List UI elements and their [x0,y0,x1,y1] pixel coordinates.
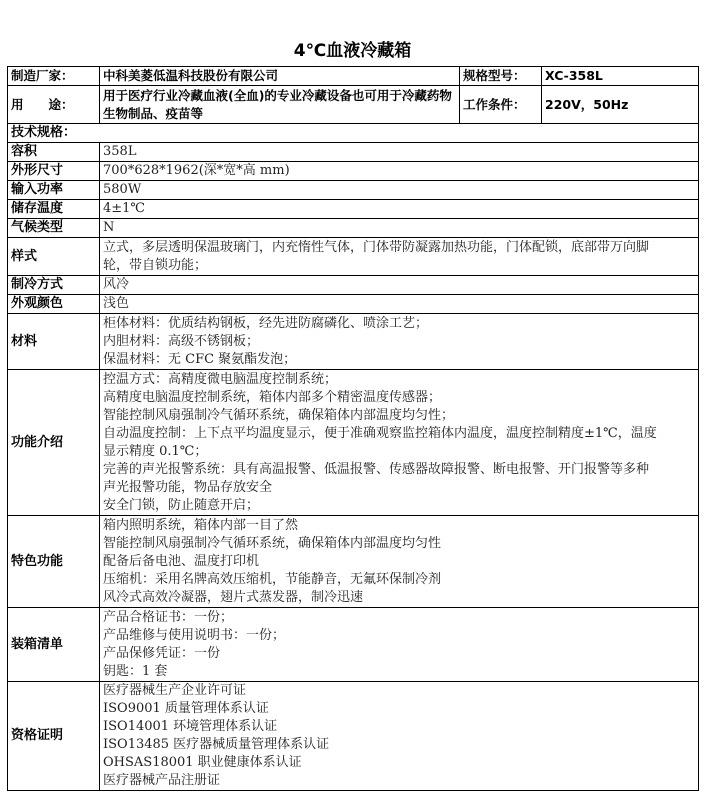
spec-value-line: 产品维修与使用说明书：一份； [103,627,286,643]
model-label: 规格型号： [460,67,542,86]
spec-value-line: ISO9001 质量管理体系认证 [103,701,269,716]
spec-row [8,370,699,516]
spec-value-line: 钥匙：1 套 [103,663,168,679]
spec-value: 358L [100,143,699,162]
spec-row [8,516,699,608]
spec-value-line: 柜体材料：优质结构钢板，经先进防腐磷化、喷涂工艺； [103,315,429,331]
spec-row [8,295,699,314]
spec-label: 材料 [8,314,100,370]
spec-value-line: 显示精度 0.1℃； [103,443,208,459]
conditions-value: 220V，50Hz [542,86,699,124]
spec-value-line: 自动温度控制：上下点平均温度显示，便于准确观察监控箱体内温度，温度控制精度±1℃，温度 [103,425,657,441]
spec-value-line: 完善的声光报警系统：具有高温报警、低温报警、传感器故障报警、断电报警、开门报警等多种 [103,461,650,477]
spec-value-line: 高精度电脑温度控制系统，箱体内部多个精密温度传感器； [103,389,442,405]
spec-value [100,516,699,608]
spec-row [8,314,699,370]
spec-value-line: 风冷式高效冷凝器，翅片式蒸发器，制冷迅速 [103,589,364,605]
spec-row [8,682,699,791]
spec-table [7,66,699,791]
usage-value: 用于医疗行业冷藏血液(全血)的专业冷藏设备也可用于冷藏药物生物制品、疫苗等 [100,86,460,124]
spec-value-line: 压缩机：采用名牌高效压缩机，节能静音，无氟环保制冷剂 [103,571,442,587]
spec-label: 气候类型 [8,219,100,238]
spec-value-line: 配备后备电池、温度打印机 [103,553,260,569]
manufacturer-value: 中科美菱低温科技股份有限公司 [100,67,460,86]
spec-label: 制冷方式 [8,276,100,295]
spec-value [100,238,699,276]
spec-value: N [100,219,699,238]
spec-label: 功能介绍 [8,370,100,516]
spec-label: 储存温度 [8,200,100,219]
spec-value-line: 智能控制风扇强制冷气循环系统，确保箱体内部温度均匀性； [103,407,455,423]
spec-value-line: 安全门锁，防止随意开启； [103,497,260,513]
spec-row [8,143,699,162]
tech-spec-row [8,124,699,143]
spec-value-line: 箱内照明系统，箱体内部一目了然 [103,517,299,533]
spec-label: 容积 [8,143,100,162]
spec-value: 700*628*1962(深*宽*高 mm) [100,162,699,181]
spec-label: 装箱清单 [8,608,100,682]
spec-value-line: 立式，多层透明保温玻璃门，内充惰性气体，门体带防凝露加热功能，门体配锁，底部带万向脚 [103,239,650,255]
spec-value [100,370,699,516]
spec-value-line: 产品保修凭证：一份 [103,645,221,661]
manufacturer-label: 制造厂家： [8,67,100,86]
manufacturer-row [8,67,699,86]
spec-value-line: 声光报警功能，物品存放安全 [103,479,273,495]
spec-value-line: 医疗器械生产企业许可证 [103,683,247,698]
spec-label: 外观颜色 [8,295,100,314]
spec-value-line: 轮，带自锁功能； [103,257,208,273]
spec-label: 样式 [8,238,100,276]
spec-value-line: 控温方式：高精度微电脑温度控制系统； [103,371,338,387]
spec-value-line: 智能控制风扇强制冷气循环系统，确保箱体内部温度均匀性 [103,535,442,551]
spec-value-line: ISO14001 环境管理体系认证 [103,719,278,734]
spec-value: 4±1℃ [100,200,699,219]
spec-row [8,200,699,219]
spec-body [8,143,699,791]
usage-label: 用 途： [8,86,100,124]
page-title: 4℃血液冷藏箱 [293,41,412,61]
model-value: XC-358L [542,67,699,86]
spec-value-line: 医疗器械产品注册证 [103,773,221,788]
spec-value: 浅色 [100,295,699,314]
spec-label: 特色功能 [8,516,100,608]
spec-value-line: 保温材料：无 CFC 聚氨酯发泡； [103,351,297,367]
spec-value: 580W [100,181,699,200]
usage-row [8,86,699,124]
spec-value [100,314,699,370]
spec-value-line: 产品合格证书：一份； [103,609,234,625]
spec-label: 外形尺寸 [8,162,100,181]
spec-label: 输入功率 [8,181,100,200]
spec-row [8,219,699,238]
spec-label: 资格证明 [8,682,100,791]
spec-value: 风冷 [100,276,699,295]
conditions-label: 工作条件： [460,86,542,124]
spec-row [8,608,699,682]
spec-value-line: OHSAS18001 职业健康体系认证 [103,755,302,770]
spec-row [8,238,699,276]
spec-value-line: 内胆材料：高级不锈钢板； [103,333,260,349]
spec-value [100,608,699,682]
spec-row [8,276,699,295]
spec-value-line: ISO13485 医疗器械质量管理体系认证 [103,737,330,752]
spec-row [8,181,699,200]
spec-row [8,162,699,181]
tech-spec-heading: 技术规格： [8,124,699,143]
spec-value [100,682,699,791]
